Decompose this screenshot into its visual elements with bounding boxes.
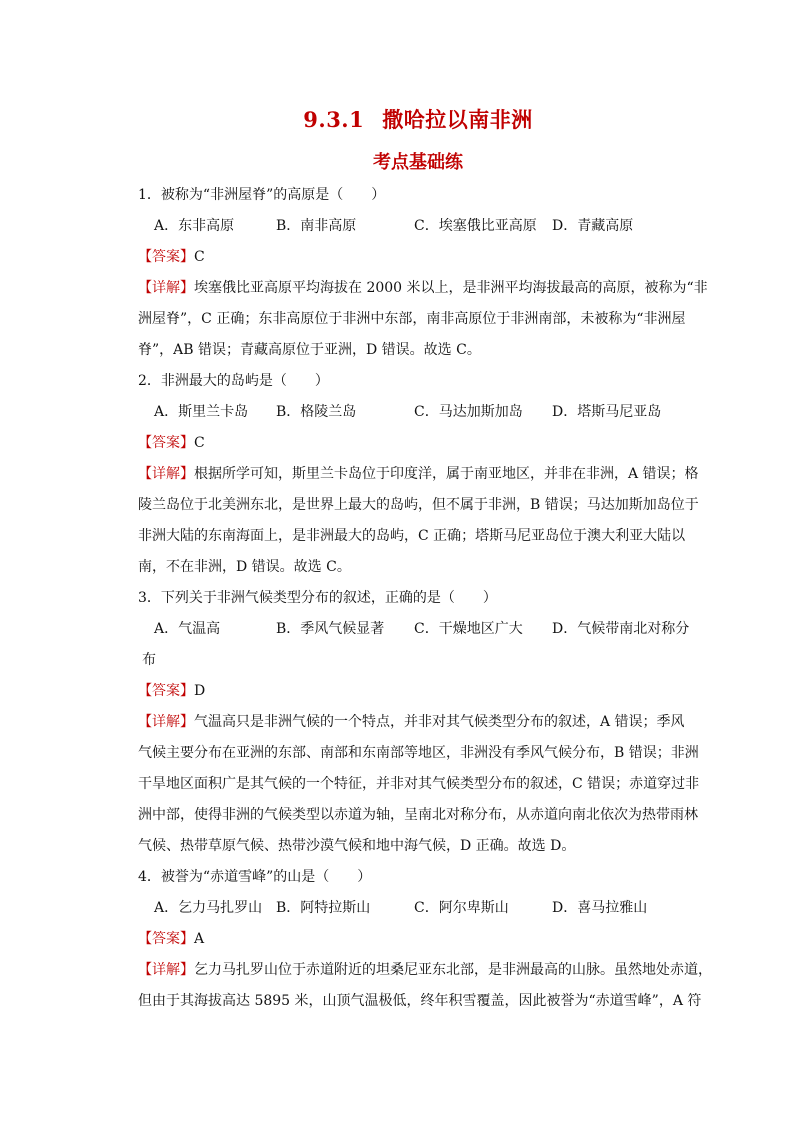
- answer-value: D: [194, 683, 206, 699]
- question-stem: 2．非洲最大的岛屿是（ ）: [138, 373, 329, 389]
- answer-label: 【答案】: [138, 931, 194, 947]
- answer-value: C: [194, 435, 205, 451]
- explanation-text: 乞力马扎罗山位于赤道附近的坦桑尼亚东北部，是非洲最高的山脉。虽然地处赤道，: [194, 962, 712, 978]
- explanation-line: 脊”，AB 错误；青藏高原位于亚洲，D 错误。故选 C。: [138, 342, 481, 358]
- answer-label: 【答案】: [138, 435, 194, 451]
- question-4: [138, 862, 712, 1017]
- option-c: C．埃塞俄比亚高原: [414, 218, 537, 234]
- options-row: [138, 893, 698, 924]
- answer-label: 【答案】: [138, 249, 194, 265]
- option-c: C．马达加斯加岛: [414, 404, 523, 420]
- options-row: [138, 614, 698, 645]
- options-row: [138, 397, 698, 428]
- option-b: B．南非高原: [276, 218, 357, 234]
- option-c: C．干燥地区广大: [414, 621, 523, 637]
- explanation-label: 【详解】: [138, 962, 194, 978]
- section-title: 撒哈拉以南非洲: [382, 107, 533, 132]
- option-a: A．气温高: [154, 621, 221, 637]
- explanation-text: 埃塞俄比亚高原平均海拔在 2000 米以上，是非洲平均海拔最高的高原，被称为“非: [194, 280, 708, 296]
- explanation-line: 但由于其海拔高达 5895 米，山顶气温极低，终年积雪覆盖，因此被誉为“赤道雪峰”，A 符: [138, 993, 702, 1009]
- answer-line: [138, 924, 698, 955]
- question-1: [138, 180, 708, 366]
- question-3: [138, 583, 698, 862]
- answer-value: A: [194, 931, 205, 947]
- explanation-line: 洲屋脊”，C 正确；东非高原位于非洲中东部，南非高原位于非洲南部，未被称为“非洲屋: [138, 311, 686, 327]
- explanation-line: [138, 955, 712, 986]
- explanation-line: 南，不在非洲，D 错误。故选 C。: [138, 559, 351, 575]
- explanation-line: 气候、热带草原气候、热带沙漠气候和地中海气候，D 正确。故选 D。: [138, 838, 576, 854]
- explanation-line: 干旱地区面积广是其气候的一个特征，并非对其气候类型分布的叙述，C 错误；赤道穿过非: [138, 776, 700, 792]
- option-b: B．季风气候显著: [276, 621, 385, 637]
- page-title: [138, 104, 698, 134]
- answer-line: [138, 428, 698, 459]
- explanation-label: 【详解】: [138, 280, 194, 296]
- explanation-line: 气候主要分布在亚洲的东部、南部和东南部等地区，非洲没有季风气候分布，B 错误；非洲: [138, 745, 699, 761]
- option-a: A．东非高原: [154, 218, 235, 234]
- answer-line: [138, 242, 698, 273]
- answer-label: 【答案】: [138, 683, 194, 699]
- option-b: B．格陵兰岛: [276, 404, 357, 420]
- section-number: 9.3.1: [303, 107, 365, 132]
- option-b: B．阿特拉斯山: [276, 900, 371, 916]
- explanation-text: 气温高只是非洲气候的一个特点，并非对其气候类型分布的叙述，A 错误；季风: [194, 714, 685, 730]
- question-stem: 1．被称为“非洲屋脊”的高原是（ ）: [138, 187, 386, 203]
- explanation-text: 根据所学可知，斯里兰卡岛位于印度洋，属于南亚地区，并非在非洲，A 错误；格: [194, 466, 699, 482]
- option-d: D．塔斯马尼亚岛: [552, 404, 662, 420]
- option-c: C．阿尔卑斯山: [414, 900, 509, 916]
- options-row: [138, 211, 698, 242]
- answer-value: C: [194, 249, 205, 265]
- answer-line: [138, 676, 698, 707]
- explanation-line: 陵兰岛位于北美洲东北，是世界上最大的岛屿，但不属于非洲，B 错误；马达加斯加岛位于: [138, 497, 699, 513]
- option-a: A．斯里兰卡岛: [154, 404, 249, 420]
- explanation-line: [138, 459, 698, 490]
- option-continuation: 布: [142, 652, 156, 668]
- explanation-line: 洲中部，使得非洲的气候类型以赤道为轴，呈南北对称分布，从赤道向南北依次为热带雨林: [138, 807, 698, 823]
- explanation-label: 【详解】: [138, 466, 194, 482]
- option-d: D．喜马拉雅山: [552, 900, 648, 916]
- explanation-line: [138, 273, 708, 304]
- option-d: D．青藏高原: [552, 218, 634, 234]
- explanation-line: [138, 707, 698, 738]
- question-2: [138, 366, 698, 583]
- question-stem: 3．下列关于非洲气候类型分布的叙述，正确的是（ ）: [138, 590, 497, 606]
- option-d: D．气候带南北对称分: [552, 621, 690, 637]
- page-subtitle: 考点基础练: [373, 152, 463, 173]
- option-a: A．乞力马扎罗山: [154, 900, 263, 916]
- explanation-label: 【详解】: [138, 714, 194, 730]
- explanation-line: 非洲大陆的东南海面上，是非洲最大的岛屿，C 正确；塔斯马尼亚岛位于澳大利亚大陆以: [138, 528, 686, 544]
- question-stem: 4．被誉为“赤道雪峰”的山是（ ）: [138, 869, 372, 885]
